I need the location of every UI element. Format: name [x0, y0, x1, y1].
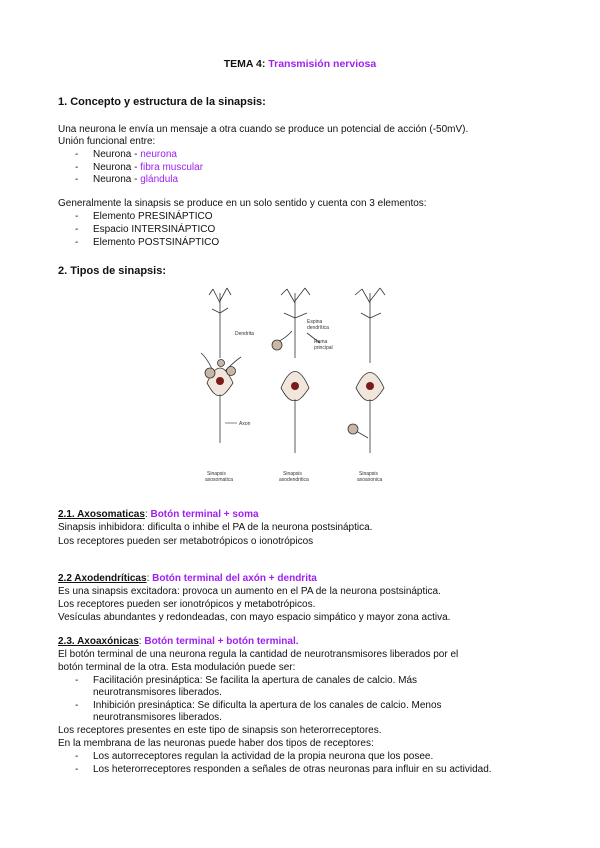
s1-paragraph-2: Unión funcional entre:	[58, 136, 156, 147]
label-principal: principal	[314, 345, 333, 351]
list-item-cont: neurotransmisores liberados.	[93, 712, 222, 723]
caption-axoaxonic-1: Sinapsis	[359, 471, 378, 477]
s23-paragraph-1b: botón terminal de la otra. Esta modulación puede ser:	[58, 662, 296, 673]
label-espina: Espina	[307, 319, 323, 325]
subsection-2-2-heading: 2.2 Axodendríticas: Botón terminal del axón + dendrita	[58, 573, 317, 584]
neuron-axosomatic	[201, 288, 241, 443]
list-item: - Los autorreceptores regulan la actividad de la propia neurona que los posee.	[75, 751, 434, 762]
synapse-types-figure	[195, 283, 405, 488]
caption-axosomatic-1: Sinapsis	[207, 471, 226, 477]
list-item: - Facilitación presináptica: Se facilita la apertura de canales de calcio. Más	[75, 675, 418, 686]
title-prefix: TEMA 4:	[223, 58, 266, 70]
s22-line: Los receptores pueden ser ionotrópicos y metabotrópicos.	[58, 599, 316, 610]
list-item: - Neurona - neurona	[75, 149, 177, 160]
list-item: - Inhibición presináptica: Se dificulta la apertura de los canales de calcio. Menos	[75, 700, 442, 711]
s21-line: Los receptores pueden ser metabotrópicos o ionotrópicos	[58, 536, 314, 547]
s22-line: Vesículas abundantes y redondeadas, con mayo espacio simpático y mayor zona activa.	[58, 612, 451, 623]
s23-paragraph-1a: El botón terminal de una neurona regula la cantidad de neurotransmisores liberados por el	[58, 649, 459, 660]
list-item: - Espacio INTERSINÁPTICO	[75, 224, 216, 235]
neuron-axodendritic	[272, 288, 320, 453]
list-item: - Elemento PRESINÁPTICO	[75, 211, 213, 222]
label-dendrita: Dendrita	[235, 331, 254, 337]
list-item: - Neurona - fibra muscular	[75, 162, 204, 173]
caption-axodendritic-1: Sinapsis	[283, 471, 302, 477]
caption-axoaxonic-2: axoaxonica	[357, 477, 383, 483]
s1-paragraph-3: Generalmente la sinapsis se produce en un solo sentido y cuenta con 3 elementos:	[58, 198, 427, 209]
s21-line: Sinapsis inhibidora: dificulta o inhibe el PA de la neurona postsináptica.	[58, 522, 373, 533]
s22-line: Es una sinapsis excitadora: provoca un aumento en el PA de la neurona postsináptica.	[58, 586, 441, 597]
s23-paragraph-2: Los receptores presentes en este tipo de sinapsis son heterorreceptores.	[58, 725, 382, 736]
subsection-2-3-heading: 2.3. Axoaxónicas: Botón terminal + botón terminal.	[58, 636, 299, 647]
caption-axosomatic-2: axosomatica	[205, 477, 234, 483]
title-main: Transmisión nerviosa	[268, 58, 377, 70]
s23-paragraph-3: En la membrana de las neuronas puede haber dos tipos de receptores:	[58, 738, 374, 749]
page-title	[0, 58, 600, 70]
section-1-heading: 1. Concepto y estructura de la sinapsis:	[58, 96, 266, 108]
list-item: - Neurona - glándula	[75, 174, 179, 185]
label-axon: Axon	[239, 421, 251, 427]
list-item: - Elemento POSTSINÁPTICO	[75, 237, 220, 248]
list-item-cont: neurotransmisores liberados.	[93, 687, 222, 698]
label-dendritica: dendrítica	[307, 325, 329, 331]
section-2-heading: 2. Tipos de sinapsis:	[58, 265, 166, 277]
caption-axodendritic-2: axodendritica	[279, 477, 309, 483]
list-item: - Los heterorreceptores responden a señales de otras neuronas para influir en su actividad.	[75, 764, 492, 775]
label-rama: Rama	[314, 339, 328, 345]
subsection-2-1-heading: 2.1. Axosomaticas: Botón terminal + soma	[58, 509, 259, 520]
s1-paragraph-1: Una neurona le envía un mensaje a otra cuando se produce un potencial de acción (-50mV).	[58, 124, 469, 135]
neuron-axoaxonic	[348, 288, 385, 453]
